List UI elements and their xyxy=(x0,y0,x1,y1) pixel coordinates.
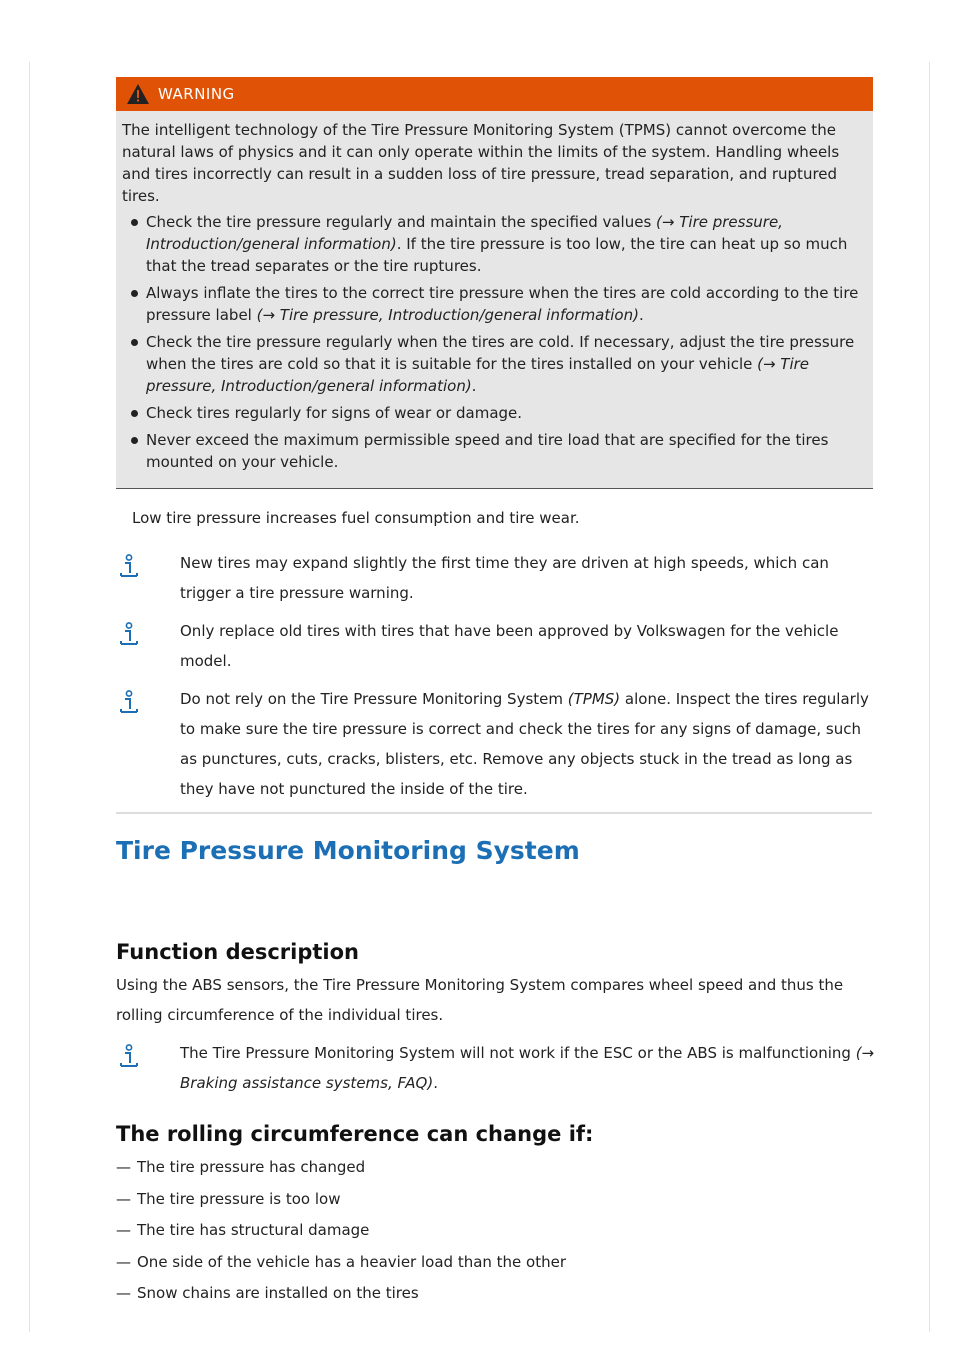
list-item: — Snow chains are installed on the tires xyxy=(116,1284,419,1303)
warning-bullet: Never exceed the maximum permissible speed and tire load that are specified for the tires mounted on your vehicle. xyxy=(122,429,859,473)
info-note xyxy=(118,548,878,608)
list-item: — One side of the vehicle has a heavier load than the other xyxy=(116,1252,567,1271)
cross-reference-link[interactable]: (→ Tire pressure, Introduction/general information) xyxy=(146,355,810,395)
section-title: Tire Pressure Monitoring System xyxy=(116,836,580,865)
warning-bullet: Check tires regularly for signs of wear or damage. xyxy=(122,402,859,424)
warning-list xyxy=(122,211,859,473)
function-description-text: Using the ABS sensors, the Tire Pressure Monitoring System compares wheel speed and thus the rolling circumference of the individual tires. xyxy=(116,976,844,1024)
note-text: New tires may expand slightly the first time they are driven at high speeds, which can trigger a tire pressure warning. xyxy=(180,554,829,602)
info-icon xyxy=(118,554,140,580)
function-description-heading: Function description xyxy=(116,940,359,964)
page-border-right xyxy=(929,62,930,1332)
page-border-left xyxy=(29,62,30,1332)
warning-intro: The intelligent technology of the Tire Pressure Monitoring System (TPMS) cannot overcome the natural laws of physics and it can only operate within the limits of the system. Handling wheels and tires incorrectly can result in a sudden loss of tire pressure, tread separation, and ruptured tires. xyxy=(122,121,840,205)
list-item: — The tire has structural damage xyxy=(116,1221,370,1240)
info-icon xyxy=(118,622,140,648)
list-item: — The tire pressure is too low xyxy=(116,1189,341,1208)
list-item: — The tire pressure has changed xyxy=(116,1158,366,1176)
rolling-circumference-list xyxy=(116,1152,566,1310)
warning-bullet: Check the tire pressure regularly when the tires are cold. If necessary, adjust the tire pressure when the tires are cold so that it is suitable for the tires installed on your vehicle (→ Tire pressure, Introduction/general information). xyxy=(122,331,859,397)
warning-body xyxy=(116,111,873,488)
cross-reference-link[interactable]: (→ Tire pressure, Introduction/general information) xyxy=(146,213,783,253)
info-note xyxy=(118,684,878,804)
info-icon xyxy=(118,1044,140,1070)
rolling-circumference-heading: The rolling circumference can change if: xyxy=(116,1122,594,1146)
cross-reference-link[interactable]: (→ Braking assistance systems, FAQ) xyxy=(180,1044,875,1092)
warning-bullet: Always inflate the tires to the correct tire pressure when the tires are cold according to the tire pressure label (→ Tire pressure, Introduction/general information). xyxy=(122,282,859,326)
note-text: Do not rely on the Tire Pressure Monitoring System (TPMS) alone. Inspect the tires regularly to make sure the tire pressure is correct and check the tires for any signs of damage, such as punctures, cuts, cracks, blisters, etc. Remove any objects stuck in the tread as long as they have not punctured the inside of the tire. xyxy=(180,690,869,798)
info-icon xyxy=(118,690,140,716)
warning-title: WARNING xyxy=(158,85,235,103)
info-note xyxy=(118,616,878,676)
section-divider xyxy=(116,812,872,814)
warning-header xyxy=(116,77,873,111)
note-text: The Tire Pressure Monitoring System will not work if the ESC or the ABS is malfunctioning (→ Braking assistance systems, FAQ). xyxy=(180,1044,875,1092)
info-note xyxy=(118,1038,878,1098)
warning-triangle-icon xyxy=(126,83,150,105)
warning-box xyxy=(116,77,873,489)
low-pressure-note: Low tire pressure increases fuel consumption and tire wear. xyxy=(132,509,580,527)
cross-reference-link[interactable]: (→ Tire pressure, Introduction/general information) xyxy=(256,306,639,324)
warning-bullet: Check the tire pressure regularly and maintain the specified values (→ Tire pressure, Introduction/general information). If the tire pressure is too low, the tire can heat up so much that the tread separates or the tire ruptures. xyxy=(122,211,859,277)
note-text: Only replace old tires with tires that have been approved by Volkswagen for the vehicle model. xyxy=(180,622,839,670)
